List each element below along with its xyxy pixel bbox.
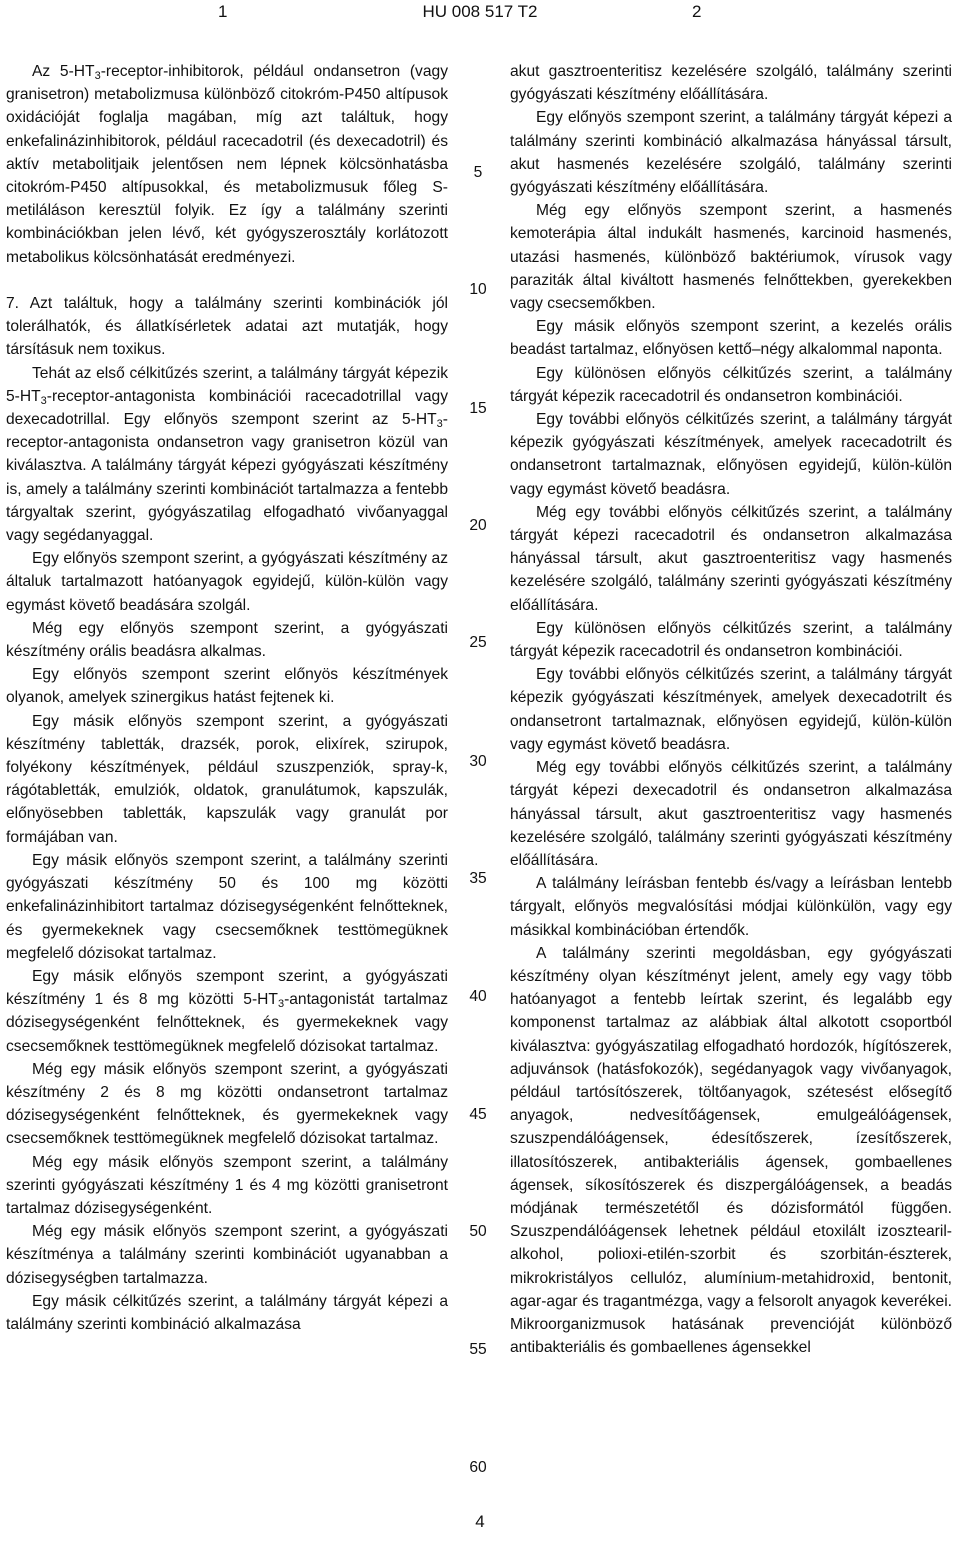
header-page-right: 2 — [692, 2, 702, 21]
left-paragraph-11: Még egy másik előnyös szempont szerint, a találmány szerinti gyógyászati készítmény 1 és 4 mg közötti granisetront tartalmaz dózisegységenként. — [6, 1153, 448, 1217]
left-paragraph-3: Tehát az első célkitűzés szerint, a találmány tárgyát képezik $5-HT_3-receptor$-antagonista kombinációi racecadotrillal vagy dexecadotrillal. Egy előnyös szempont szerint az $5-HT_3-receptor$-antagonista ondansetron vagy granisetron közül van kiválasztva. A találmány tárgyát képezi gyógyászati készítmény is, amely a találmány szerinti kombinációt tartalmazza a fentebb tárgyaltak szerint, gyógyászatilag elfogadható vivőanyaggal vagy segédanyaggal. — [6, 364, 448, 545]
left-paragraph-5: Még egy előnyös szempont szerint, a gyógyászati készítmény orális beadásra alkalmas. — [6, 619, 448, 661]
right-paragraph-10: Még egy további előnyös célkitűzés szerint, a találmány tárgyát képezi dexecadotril és ondansetron alkalmazása hányással társult, akut gasztroenteritisz vagy hasmenés kezelésére szolgáló, találmány szerinti gyógyászati készítmény előállítására. — [510, 759, 952, 869]
right-column — [510, 60, 952, 1359]
left-paragraph-6: Egy előnyös szempont szerint előnyös készítmények olyanok, amelyek szinergikus hatást fejtenek ki. — [6, 666, 448, 707]
line-number: 10 — [469, 281, 487, 298]
line-number: 30 — [469, 753, 487, 770]
right-paragraph-6: Egy további előnyös célkitűzés szerint, a találmány tárgyát képezik gyógyászati készítmények, amelyek racecadotrilt és ondansetront tartalmaznak, előnyösen egyidejű, külön-külön vagy egymást követő beadásra. — [510, 411, 952, 498]
right-paragraph-12: A találmány szerinti megoldásban, egy gyógyászati készítmény olyan készítményt jelent, amely egy vagy több hatóanyagot a fentebb leírtak szerint, és legalább egy komponenst tartalmaz az alábbiak által alkotott csoportból kiválasztva: gyógyászatilag elfogadható hordozók, hígítószerek, adjuvánsok (hatásfokozók), segédanyagok vagy vivőanyagok, például tartósítószerek, töltőanyagok, szétesést elősegítő anyagok, nedvesítőágensek, emulgeálóágensek, szuszpendálóágensek, édesítőszerek, ízesítőszerek, illatosítószerek, antibakteriális ágensek, gombaellenes ágensek, síkosítószerek és diszpergálóágensek, a beadás módjának természetétől és dózisformától függően. Szuszpendálóágensek lehetnek például etoxilált izosztearil-alkohol, polioxi-etilén-szorbit és szorbitán-észterek, mikrokristályos cellulóz, alumínium-metahidroxid, bentonit, agar-agar és tragantmézga, vagy a felsorolt anyagok keverékei. Mikroorganizmusok hatásának prevencióját különböző antibakteriális és gombaellenes ágensekkel — [510, 944, 952, 1357]
left-paragraph-9: Egy másik előnyös szempont szerint, a gyógyászati készítmény 1 és 8 mg közötti $5-HT_3$-antagonistát tartalmaz dózisegységenként felnőtteknek, és gyermekeknek vagy csecsemőknek testtömegüknek megfelelő dózisokat tartalmaz. — [6, 967, 448, 1055]
line-number: 40 — [469, 988, 487, 1005]
right-paragraph-11: A találmány leírásban fentebb és/vagy a leírásban lentebb tárgyalt, előnyös megvalósítási módjai különkülön, vagy egy másikkal kombinációban értendők. — [510, 875, 952, 939]
line-number: 15 — [469, 400, 487, 417]
line-number: 60 — [469, 1459, 487, 1476]
header-page-left: 1 — [218, 2, 228, 21]
left-paragraph-4: Egy előnyös szempont szerint, a gyógyászati készítmény az általuk tartalmazott hatóanyagok egyidejű, külön-külön vagy egymást követő beadására szolgál. — [6, 550, 448, 614]
right-paragraph-4: Egy másik előnyös szempont szerint, a kezelés orális beadást tartalmaz, előnyösen kettő–négy alkalommal naponta. — [510, 318, 952, 359]
right-paragraph-1: akut gasztroenteritisz kezelésére szolgáló, találmány szerinti gyógyászati készítmény előállítására. — [510, 63, 952, 104]
header-patent-number: HU 008 517 T2 — [422, 2, 538, 21]
right-paragraph-8: Egy különösen előnyös célkitűzés szerint, a találmány tárgyát képezik racecadotril és ondansetron kombinációi. — [510, 619, 952, 661]
line-number: 50 — [469, 1223, 487, 1240]
right-paragraph-7: Még egy további előnyös célkitűzés szerint, a találmány tárgyát képezi racecadotril és ondansetron alkalmazása hányással társult, akut gasztroenteritisz vagy hasmenés kezelésére szolgáló, találmány szerinti gyógyászati készítmény előállítására. — [510, 503, 952, 614]
left-paragraph-13: Egy másik célkitűzés szerint, a találmány tárgyát képezi a találmány szerinti kombináció alkalmazása — [6, 1292, 448, 1333]
left-paragraph-10: Még egy másik előnyös szempont szerint, a gyógyászati készítmény 2 és 8 mg közötti ondansetront tartalmaz dózisegységenként felnőtteknek, és gyermekeknek vagy csecsemőknek testtömegüknek megfelelő dózisokat tartalmaz. — [6, 1060, 448, 1148]
left-paragraph-8: Egy másik előnyös szempont szerint, a találmány szerinti gyógyászati készítmény 50 és 100 mg közötti enkefalinázinhibitort tartalmaz dózisegységenként felnőtteknek, és gyermekeknek vagy csecsemőknek testtömegüknek megfelelő dózisokat tartalmaz. — [6, 851, 448, 962]
left-column — [6, 60, 448, 1336]
right-paragraph-3: Még egy előnyös szempont szerint, a hasmenés kemoterápia által indukált hasmenés, karcinoid hasmenés, utazási hasmenés, különböző baktériumok, vírusok vagy paraziták által kiváltott hasmenés felnőttekben, gyerekekben vagy csecsemőkben. — [510, 202, 952, 313]
line-number: 20 — [469, 517, 487, 534]
left-paragraph-2: 7. Azt találtuk, hogy a találmány szerinti kombinációk jól tolerálhatók, és állatkísérletek adatai azt mutatják, hogy társításuk nem toxikus. — [6, 295, 448, 359]
line-number: 45 — [469, 1106, 487, 1123]
left-paragraph-1: Az $5-HT_3-receptor$-inhibitorok, például ondansetron (vagy granisetron) metabolizmusa különböző citokróm-P450 altípusok oxidációját foglalja magában, míg azt találtuk, hogy enkefalinázinhibitorok, például racecadotril (és dexecadotril) és aktív metabolitjaik jelentősen nem lépnek kölcsönhatásba citokróm-P450 altípusokkal, és metabolizmusuk főleg S-metiláláson keresztül folyik. Ez így a találmány szerinti kombinációkban jelen lévő, két gyógyszerosztály korlátozott metabolikus kölcsönhatását eredményezi. — [6, 63, 448, 266]
right-paragraph-5: Egy különösen előnyös célkitűzés szerint, a találmány tárgyát képezik racecadotril és ondansetron kombinációi. — [510, 364, 952, 405]
left-paragraph-7: Egy másik előnyös szempont szerint, a gyógyászati készítmény tabletták, drazsék, porok, elixírek, szirupok, folyékony készítmények, például szuszpenziók, spray-k, rágótabletták, emulziók, oldatok, granulátumok, kapszulák, előnyösebben tabletták, kapszulák vagy granulát por formájában van. — [6, 712, 448, 846]
right-paragraph-2: Egy előnyös szempont szerint, a találmány tárgyát képezi a találmány szerinti kombináció alkalmazása hányással társult, akut hasmenés kezelésére szolgáló, találmány szerinti gyógyászati készítmény előállítására. — [510, 109, 952, 197]
line-number: 25 — [469, 634, 487, 651]
line-number: 35 — [469, 870, 487, 887]
line-number: 5 — [473, 164, 483, 181]
line-number: 55 — [469, 1341, 487, 1358]
left-paragraph-12: Még egy másik előnyös szempont szerint, a gyógyászati készítménya a találmány szerinti kombinációt ugyanabban a dózisegységben tartalmazza. — [6, 1223, 448, 1287]
footer-page-number: 4 — [475, 1512, 485, 1531]
right-paragraph-9: Egy további előnyös célkitűzés szerint, a találmány tárgyát képezik gyógyászati készítmények, amelyek dexecadotrilt és ondansetront tartalmaznak, előnyösen egyidejű, külön-külön vagy egymást követő beadásra. — [510, 666, 952, 753]
